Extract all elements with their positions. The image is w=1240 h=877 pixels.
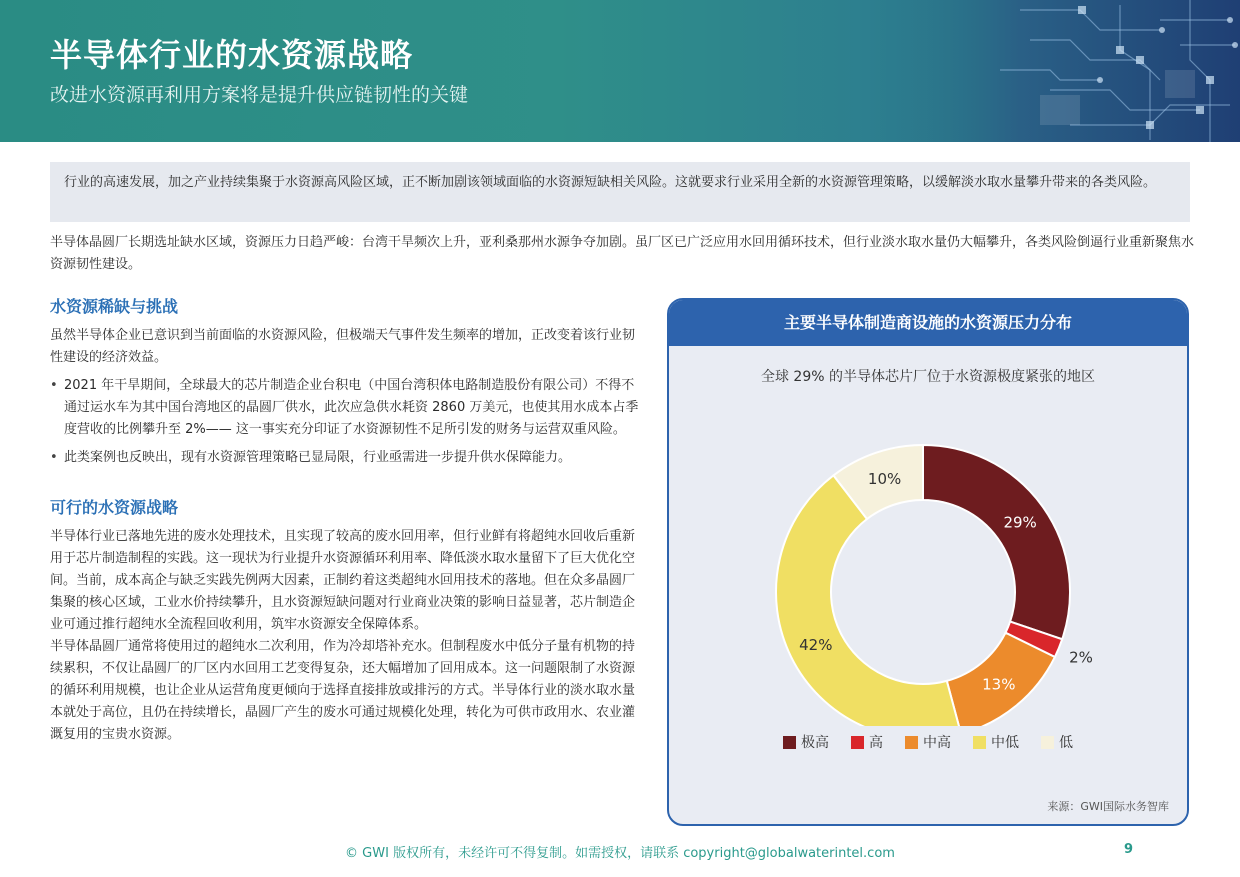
bullet-list bbox=[50, 375, 642, 469]
legend-label: 中低 bbox=[991, 735, 1019, 751]
legend-swatch bbox=[851, 736, 864, 749]
legend-label: 高 bbox=[869, 735, 883, 751]
donut-slice-1 bbox=[923, 445, 1070, 639]
section-heading-strategy: 可行的水资源战略 bbox=[50, 498, 179, 517]
chart-card bbox=[667, 298, 1189, 826]
data-label: 29% bbox=[1003, 513, 1037, 532]
header-banner bbox=[0, 0, 1240, 142]
chart-subtitle: 全球 29% 的半导体芯片厂位于水资源极度紧张的地区 bbox=[760, 369, 1096, 385]
donut-chart bbox=[669, 346, 1187, 726]
section-paragraph: 半导体晶圆厂通常将使用过的超纯水二次利用，作为冷却塔补充水。但制程废水中低分子量有机物的持续累积，不仅让晶圆厂的厂区内水回用工艺变得复杂，还大幅增加了回用成本。这一问题限制了水资源的循环利用规模，也让企业从运营角度更倾向于选择直接排放或排污的方式。半导体行业的淡水取水量本就处于高位，且仍在持续增长，晶圆厂产生的废水可通过规模化处理，转化为可供市政用水、农业灌溉复用的宝贵水资源。 bbox=[50, 639, 636, 742]
data-label: 13% bbox=[982, 675, 1016, 694]
list-item: • 2021 年干旱期间，全球最大的芯片制造企业台积电（中国台湾积体电路制造股份有限公司）不得不通过运水车为其中国台湾地区的晶圆厂供水，此次应急供水耗资 2860 万美元，也使其用水成本占季度营收的比例攀升至 2%—— 这一事实充分印证了水资源韧性不足所引发的财务与运营双重风险。 bbox=[50, 375, 642, 441]
legend-label: 极高 bbox=[801, 735, 829, 751]
data-label: 2% bbox=[1069, 648, 1093, 667]
data-label: 42% bbox=[799, 635, 833, 654]
legend-swatch bbox=[783, 736, 796, 749]
legend-item bbox=[973, 732, 1019, 752]
legend-item bbox=[905, 732, 951, 752]
left-column bbox=[50, 294, 642, 746]
legend-item bbox=[783, 732, 829, 752]
intro-paragraph: 半导体晶圆厂长期选址缺水区域，资源压力日趋严峻：台湾干旱频次上升，亚利桑那州水源争夺加剧。虽厂区已广泛应用水回用循环技术，但行业淡水取水量仍大幅攀升，各类风险倒逼行业重新聚焦水资源韧性建设。 bbox=[50, 235, 1195, 272]
chart-legend bbox=[669, 732, 1187, 752]
chart-source: 来源：GWI国际水务智库 bbox=[1047, 800, 1169, 813]
footer-copyright: © GWI 版权所有，未经许可不得复制。如需授权，请联系 copyright@globalwaterintel.com bbox=[345, 846, 895, 861]
legend-item bbox=[1041, 732, 1073, 752]
list-item: • 此类案例也反映出，现有水资源管理策略已显局限，行业亟需进一步提升供水保障能力。 bbox=[50, 447, 642, 469]
page-title: 半导体行业的水资源战略 bbox=[50, 36, 414, 74]
page-subtitle: 改进水资源再利用方案将是提升供应链韧性的关键 bbox=[50, 84, 469, 106]
section-paragraph: 虽然半导体企业已意识到当前面临的水资源风险，但极端天气事件发生频率的增加，正改变着该行业韧性建设的经济效益。 bbox=[50, 328, 636, 365]
summary-box: 行业的高速发展，加之产业持续集聚于水资源高风险区域，正不断加剧该领域面临的水资源短缺相关风险。这就要求行业采用全新的水资源管理策略，以缓解淡水取水量攀升带来的各类风险。 bbox=[50, 162, 1190, 222]
legend-item bbox=[851, 732, 883, 752]
circuit-board-image bbox=[900, 0, 1240, 142]
data-label: 10% bbox=[867, 469, 902, 488]
legend-swatch bbox=[973, 736, 986, 749]
section-paragraph: 半导体行业已落地先进的废水处理技术，且实现了较高的废水回用率，但行业鲜有将超纯水回收后重新用于芯片制造制程的实践。这一现状为行业提升水资源循环利用率、降低淡水取水量留下了巨大优化空间。当前，成本高企与缺乏实践先例两大因素，正制约着这类超纯水回用技术的落地。但在众多晶圆厂集聚的核心区域，工业水价持续攀升，且水资源短缺问题对行业商业决策的影响日益显著，芯片制造企业可通过推行超纯水全流程回收利用，筑牢水资源安全保障体系。 bbox=[50, 529, 636, 632]
legend-label: 低 bbox=[1059, 735, 1073, 751]
legend-label: 中高 bbox=[923, 735, 951, 751]
page-number: 9 bbox=[1124, 842, 1134, 857]
legend-swatch bbox=[905, 736, 918, 749]
legend-swatch bbox=[1041, 736, 1054, 749]
chart-title: 主要半导体制造商设施的水资源压力分布 bbox=[669, 300, 1187, 346]
section-heading-scarcity: 水资源稀缺与挑战 bbox=[50, 297, 179, 316]
